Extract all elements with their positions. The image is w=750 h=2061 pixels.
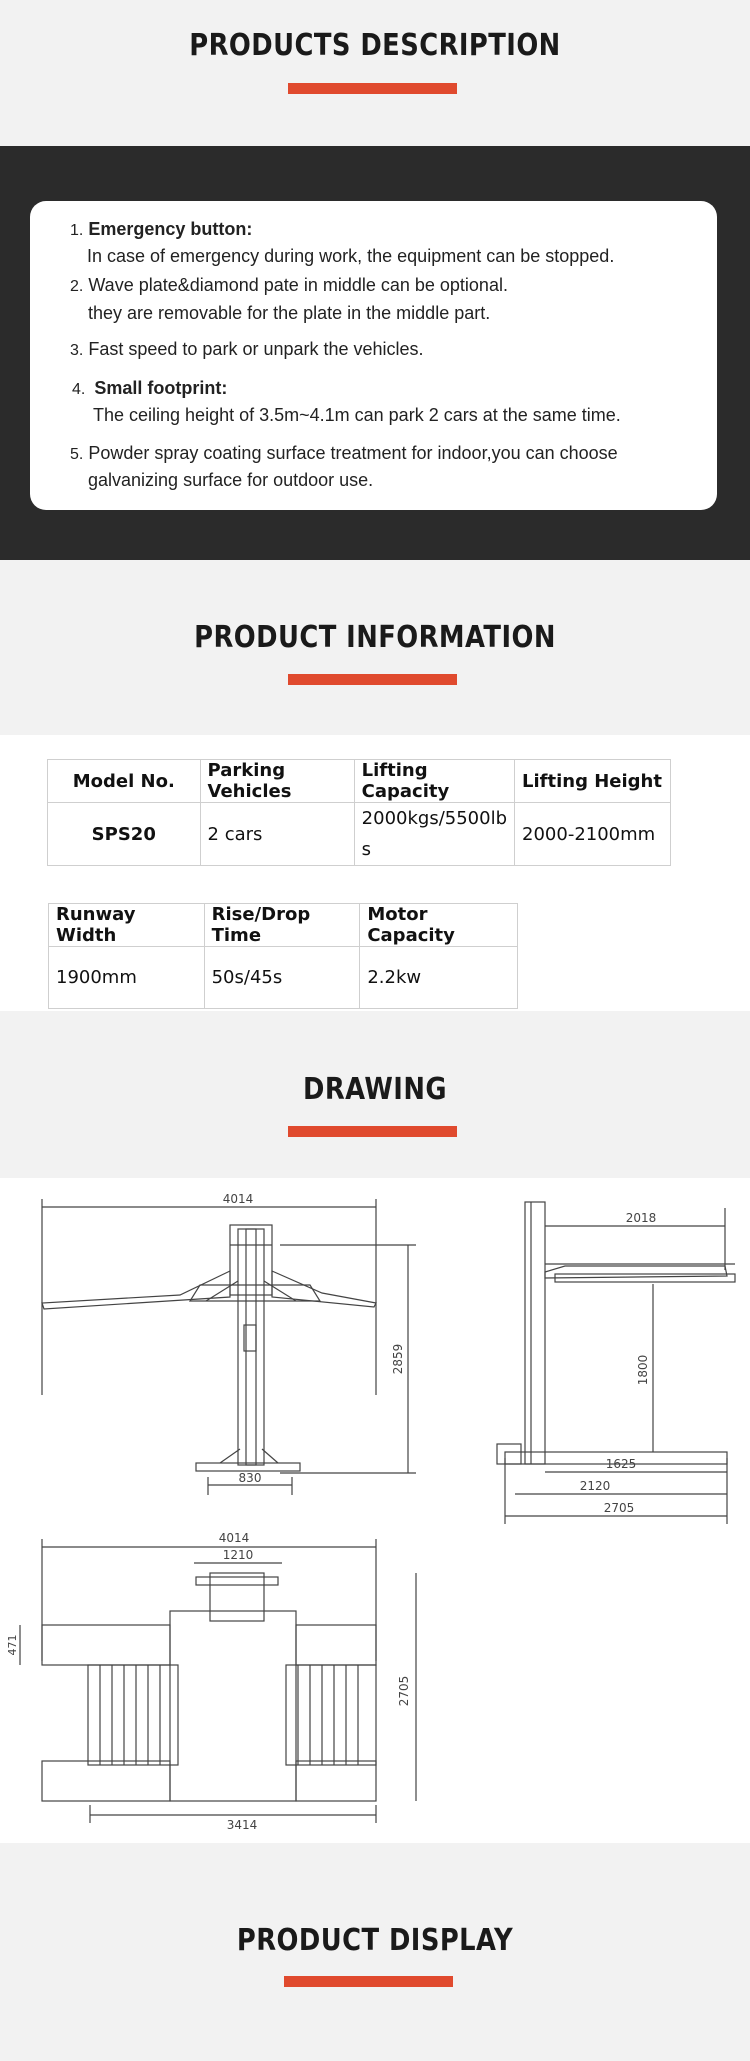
front-base-label: 830: [238, 1471, 262, 1485]
feature-5-line2: galvanizing surface for outdoor use.: [88, 470, 374, 490]
cell-height: 2000-2100mm: [515, 803, 671, 866]
plan-view-drawing: [6, 1525, 430, 1835]
side-d1-label: 1625: [605, 1457, 637, 1471]
plan-depth-label: 2705: [397, 1675, 411, 1707]
drawing-title: DRAWING: [303, 1072, 447, 1107]
display-title-underline: [284, 1976, 453, 1987]
feature-5: 5. Powder spray coating surface treatment for indoor,you can choose: [70, 443, 618, 463]
plan-bottom-label: 3414: [226, 1818, 258, 1832]
header-parking: Parking Vehicles: [200, 760, 354, 803]
feature-4-body: The ceiling height of 3.5m~4.1m can park 2 cars at the same time.: [93, 405, 621, 425]
spec-table-2: [48, 903, 518, 1009]
plan-offset-label: 471: [6, 1634, 19, 1656]
feature-2-line2: they are removable for the plate in the middle part.: [88, 303, 491, 323]
front-width-label: 4014: [222, 1192, 254, 1206]
header-runway: Runway Width: [49, 904, 205, 947]
header-height: Lifting Height: [515, 760, 671, 803]
cell-runway: 1900mm: [49, 947, 205, 1009]
side-top-label: 2018: [625, 1211, 657, 1225]
cell-rise: 50s/45s: [204, 947, 360, 1009]
information-title: PRODUCT INFORMATION: [194, 620, 556, 655]
spec-table-1: [47, 759, 671, 866]
feature-4: 4. Small footprint:: [72, 378, 228, 398]
description-title-underline: [288, 83, 457, 94]
front-height-label: 2859: [391, 1343, 405, 1375]
features-band: [0, 146, 750, 560]
side-d2-label: 2120: [579, 1479, 611, 1493]
drawing-title-underline: [288, 1126, 457, 1137]
cell-motor: 2.2kw: [360, 947, 518, 1009]
display-title: PRODUCT DISPLAY: [236, 1923, 514, 1958]
description-title: PRODUCTS DESCRIPTION: [189, 28, 561, 63]
header-rise: Rise/Drop Time: [204, 904, 360, 947]
feature-3: 3. Fast speed to park or unpark the vehicles.: [70, 339, 424, 359]
feature-1-body: In case of emergency during work, the equipment can be stopped.: [87, 246, 615, 266]
header-capacity: Lifting Capacity: [354, 760, 514, 803]
cell-parking: 2 cars: [200, 803, 354, 866]
feature-2: 2. Wave plate&diamond pate in middle can be optional.: [70, 275, 508, 295]
header-motor: Motor Capacity: [360, 904, 518, 947]
side-d3-label: 2705: [603, 1501, 635, 1515]
description-header-band: [0, 0, 750, 146]
plan-width-label: 4014: [218, 1531, 250, 1545]
cell-model: SPS20: [48, 803, 201, 866]
plan-inner-label: 1210: [222, 1548, 254, 1562]
front-elevation-drawing: [30, 1185, 420, 1505]
side-elevation-drawing: [495, 1190, 735, 1530]
features-card: [30, 201, 717, 510]
side-height-label: 1800: [636, 1354, 650, 1386]
header-model: Model No.: [48, 760, 201, 803]
cell-capacity: 2000kgs/5500lb s: [354, 803, 514, 866]
information-title-underline: [288, 674, 457, 685]
feature-1: 1. Emergency button:: [70, 219, 253, 239]
